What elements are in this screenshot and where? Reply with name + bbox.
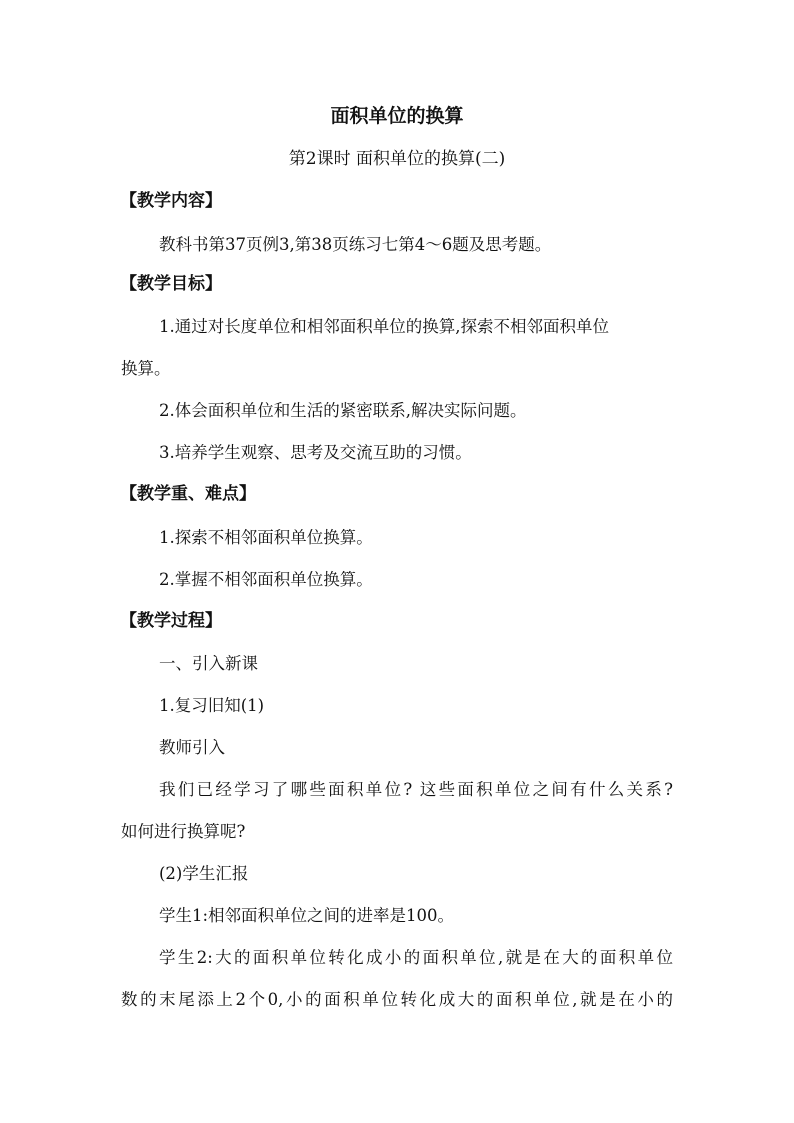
student-2-answer-line-2: 数的末尾添上2个0,小的面积单位转化成大的面积单位,就是在小的: [121, 990, 673, 1009]
question-line-1: 我们已经学习了哪些面积单位? 这些面积单位之间有什么关系?: [159, 780, 673, 799]
document-title: 面积单位的换算: [330, 105, 464, 127]
heading-teaching-goals: 【教学目标】: [120, 274, 222, 294]
goal-item-3: 3.培养学生观察、思考及交流互助的习惯。: [159, 443, 472, 462]
goal-item-2: 2.体会面积单位和生活的紧密联系,解决实际问题。: [159, 401, 527, 420]
question-line-2: 如何进行换算呢?: [121, 822, 246, 841]
student-1-answer: 学生1:相邻面积单位之间的进率是100。: [159, 906, 455, 925]
key-point-item-1: 1.探索不相邻面积单位换算。: [159, 528, 373, 547]
document-subtitle: 第2课时 面积单位的换算(二): [288, 149, 506, 169]
key-point-item-2: 2.掌握不相邻面积单位换算。: [159, 570, 373, 589]
goal-item-1-line-2: 换算。: [121, 359, 171, 378]
process-step-1-1: 1.复习旧知(1): [159, 696, 265, 715]
heading-teaching-process: 【教学过程】: [120, 611, 222, 631]
heading-teaching-content: 【教学内容】: [120, 191, 222, 211]
process-step-1: 一、引入新课: [159, 654, 258, 673]
student-report: (2)学生汇报: [159, 864, 249, 883]
goal-item-1-line-1: 1.通过对长度单位和相邻面积单位的换算,探索不相邻面积单位: [159, 317, 609, 336]
teacher-intro: 教师引入: [159, 738, 225, 757]
student-2-answer-line-1: 学生2:大的面积单位转化成小的面积单位,就是在大的面积单位: [159, 948, 673, 967]
heading-key-points: 【教学重、难点】: [120, 484, 256, 504]
teaching-content-text: 教科书第37页例3,第38页练习七第4～6题及思考题。: [159, 235, 552, 254]
